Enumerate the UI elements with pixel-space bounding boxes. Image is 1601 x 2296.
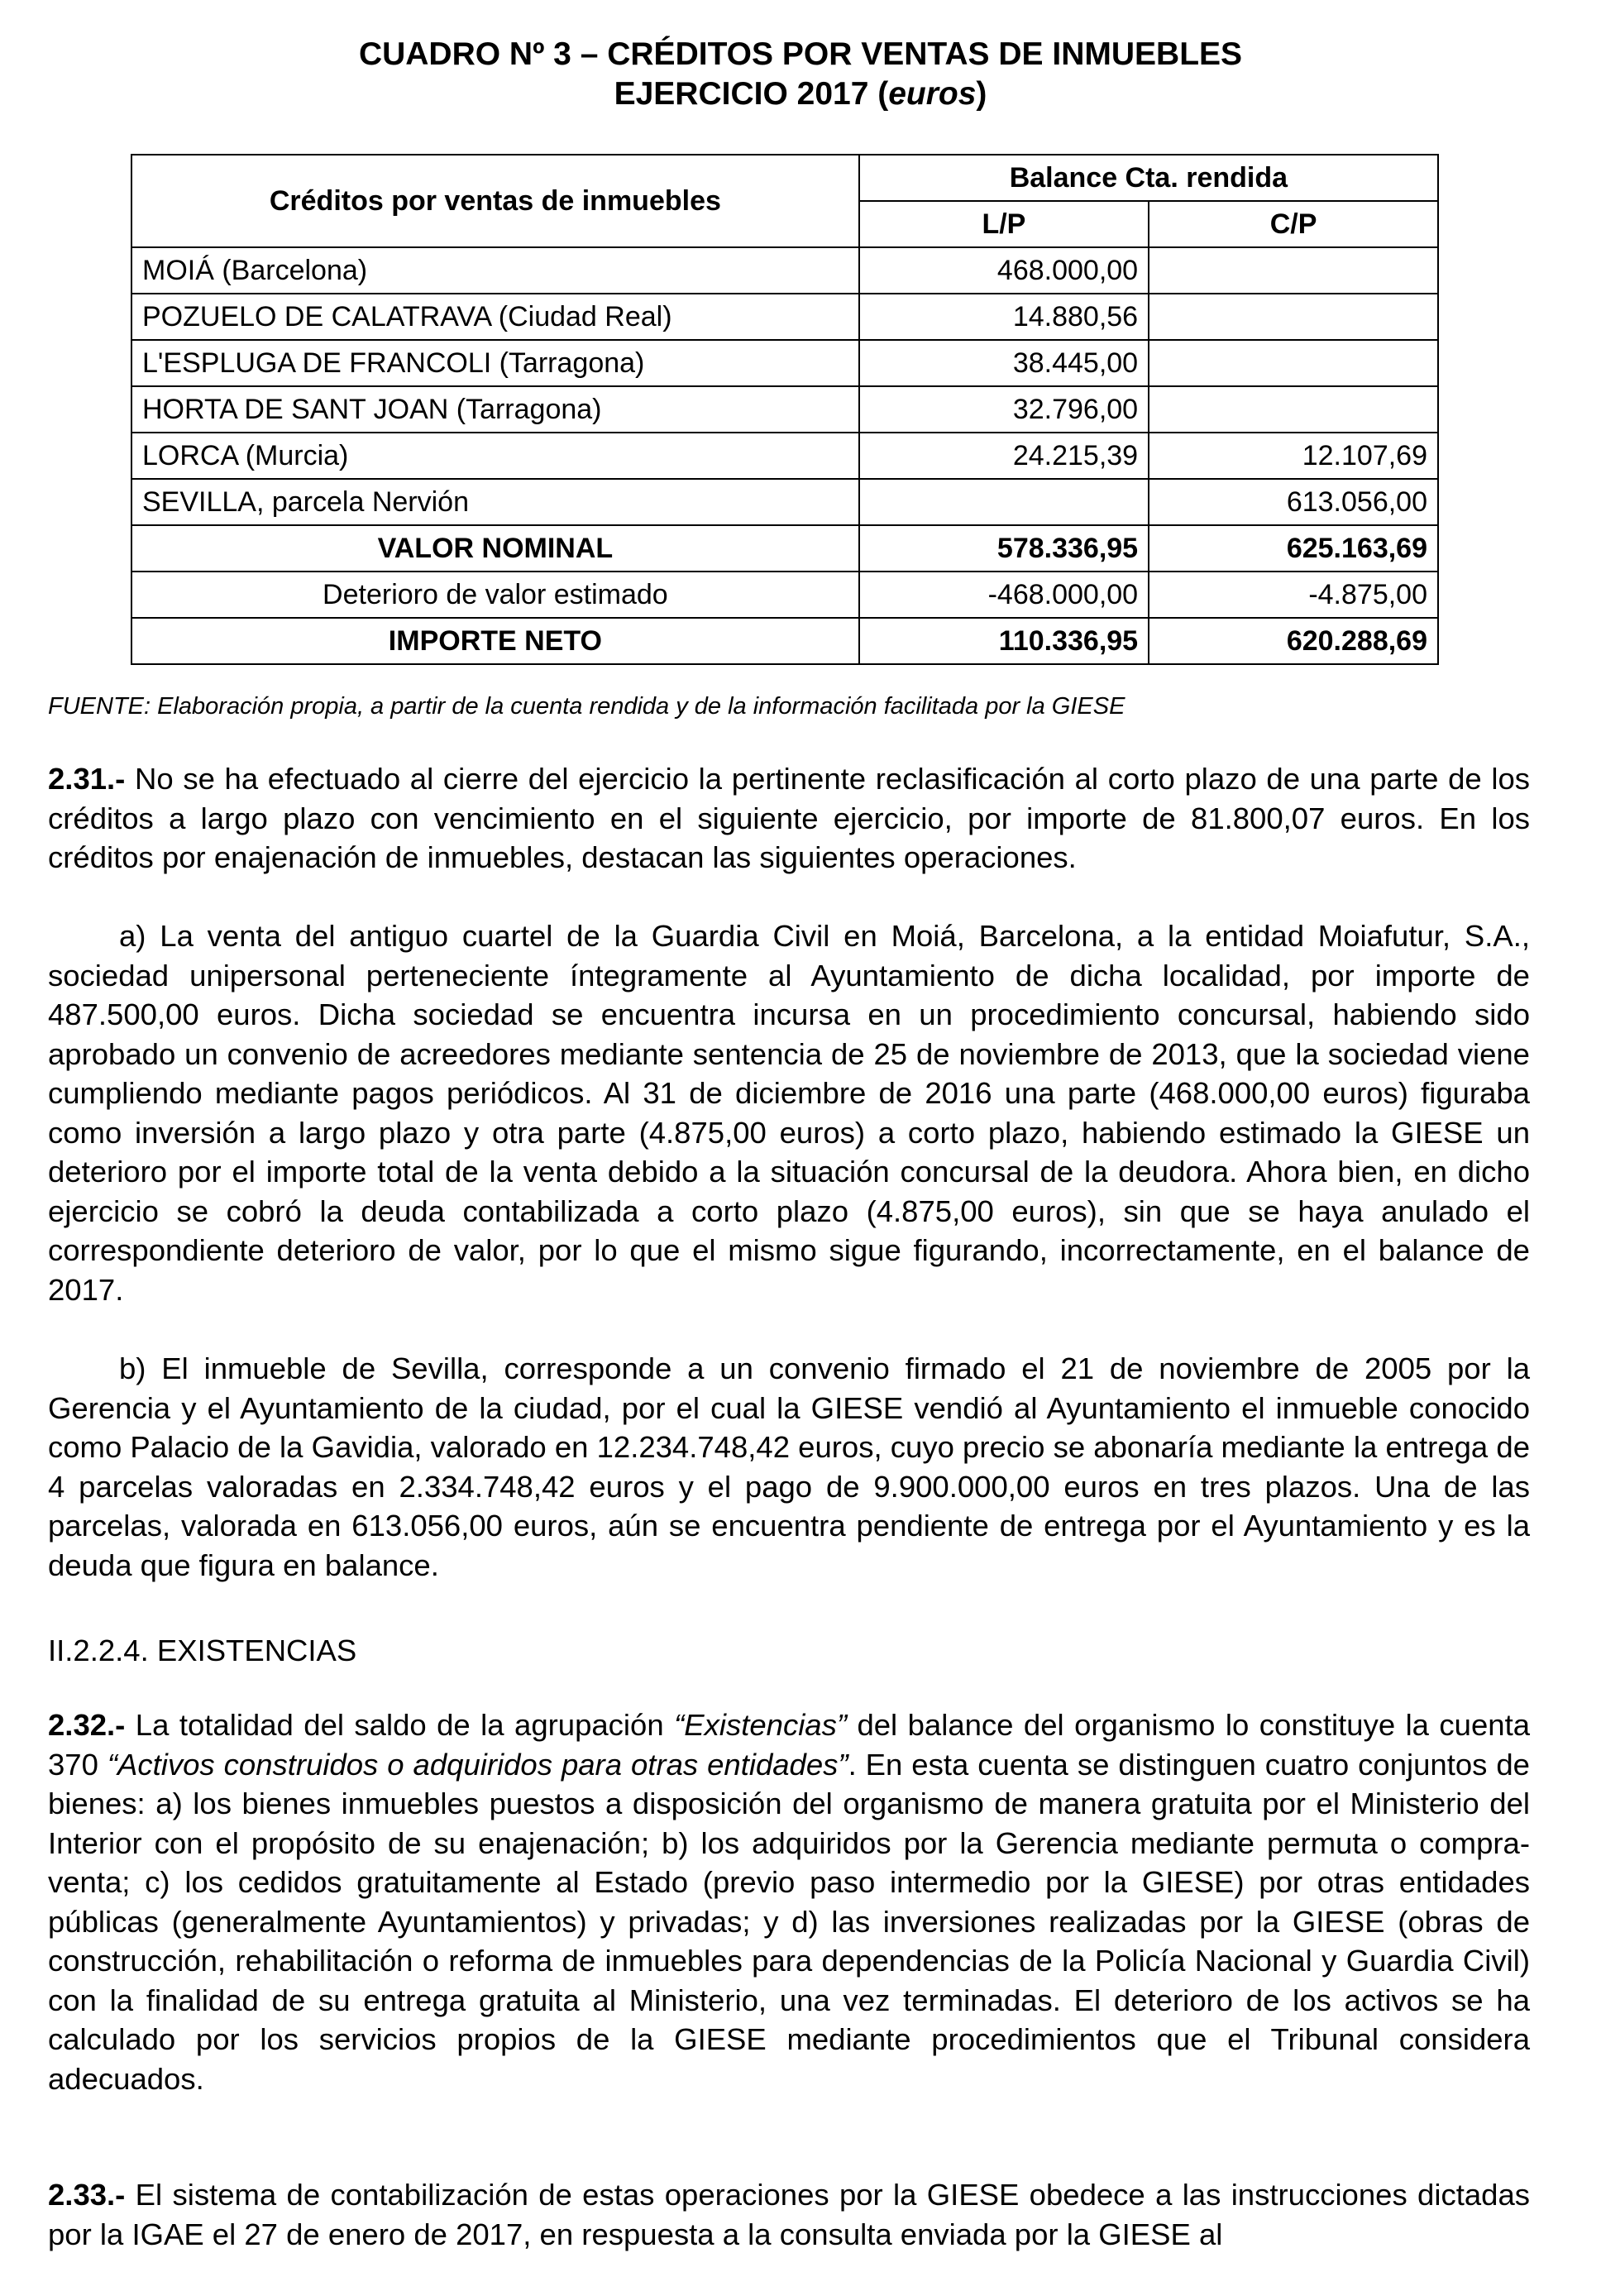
deterioro-row <box>131 572 1438 618</box>
importe-neto-lp: 110.336,95 <box>859 618 1149 664</box>
paragraph-a <box>48 916 1530 1309</box>
row-lp: 32.796,00 <box>859 386 1149 433</box>
deterioro-lp: -468.000,00 <box>859 572 1149 618</box>
row-cp: 613.056,00 <box>1149 479 1438 525</box>
table-source-note: FUENTE: Elaboración propia, a partir de la cuenta rendida y de la información facilitada por la GIESE <box>48 693 1125 720</box>
table-header-row <box>131 155 1438 201</box>
paragraph-text: La totalidad del saldo de la agrupación <box>125 1708 675 1742</box>
row-name: POZUELO DE CALATRAVA (Ciudad Real) <box>131 294 859 340</box>
valor-nominal-lp: 578.336,95 <box>859 525 1149 572</box>
row-lp: 14.880,56 <box>859 294 1149 340</box>
paragraph-text: . En esta cuenta se distinguen cuatro conjuntos de bienes: a) los bienes inmuebles puestos a disposición del organismo de manera gratuita por el Ministerio del Interior con el propósito de su enajenación; b) los adquiridos por la Gerencia mediante permuta o compra-venta; c) los cedidos gratuitamente al Estado (previo paso intermedio por la GIESE) por otras entidades públicas (generalmente Ayuntamientos) y privadas; y d) las inversiones realizadas por la GIESE (obras de construcción, rehabilitación o reforma de inmuebles para dependencias de la Policía Nacional y Guardia Civil) con la finalidad de su entrega gratuita al Ministerio, una vez terminadas. El deterioro de los activos se ha calculado por los servicios propios de la GIESE mediante procedimientos que el Tribunal considera adecuados. <box>48 1747 1530 2096</box>
paragraph-2-32 <box>48 1705 1530 2098</box>
title-line-1: CUADRO Nº 3 – CRÉDITOS POR VENTAS DE INMUEBLES <box>358 36 1243 72</box>
table-row <box>131 433 1438 479</box>
table-title <box>0 35 1601 114</box>
credits-table <box>131 154 1439 665</box>
paragraph-2-33 <box>48 2175 1530 2254</box>
valor-nominal-label: VALOR NOMINAL <box>131 525 859 572</box>
list-marker: a) <box>119 919 146 953</box>
paragraph-text: El sistema de contabilización de estas operaciones por la GIESE obedece a las instrucciones dictadas por la IGAE el 27 de enero de 2017, en respuesta a la consulta enviada por la GIESE al <box>48 2178 1530 2251</box>
list-marker: b) <box>119 1351 146 1385</box>
row-lp: 24.215,39 <box>859 433 1149 479</box>
section-heading: II.2.2.4. EXISTENCIAS <box>48 1634 357 1667</box>
paragraph-text: La venta del antiguo cuartel de la Guardia Civil en Moiá, Barcelona, a la entidad Moiafutur, S.A., sociedad unipersonal perteneciente íntegramente al Ayuntamiento de dicha localidad, por importe de 487.500,00 euros. Dicha sociedad se encuentra incursa en un procedimiento concursal, habiendo sido aprobado un convenio de acreedores mediante sentencia de 25 de noviembre de 2013, que la sociedad viene cumpliendo mediante pagos periódicos. Al 31 de diciembre de 2016 una parte (468.000,00 euros) figuraba como inversión a largo plazo y otra parte (4.875,00 euros) a corto plazo, habiendo estimado la GIESE un deterioro por el importe total de la venta debido a la situación concursal de la deudora. Ahora bien, en dicho ejercicio se cobró la deuda contabilizada a corto plazo (4.875,00 euros), sin que se haya anulado el correspondiente deterioro de valor, por lo que el mismo sigue figurando, incorrectamente, en el balance de 2017. <box>48 919 1530 1307</box>
importe-neto-label: IMPORTE NETO <box>131 618 859 664</box>
paragraph-number: 2.32.- <box>48 1708 126 1742</box>
paragraph-number: 2.33.- <box>48 2178 126 2212</box>
col-header-balance: Balance Cta. rendida <box>859 155 1438 201</box>
row-name: LORCA (Murcia) <box>131 433 859 479</box>
paragraph-2-31 <box>48 759 1530 878</box>
importe-neto-cp: 620.288,69 <box>1149 618 1438 664</box>
col-header-cp: C/P <box>1149 201 1438 247</box>
row-cp: 12.107,69 <box>1149 433 1438 479</box>
paragraph-text: No se ha efectuado al cierre del ejercicio la pertinente reclasificación al corto plazo de una parte de los créditos a largo plazo con vencimiento en el siguiente ejercicio, por importe de 81.800,07 euros. En los créditos por enajenación de inmuebles, destacan las siguientes operaciones. <box>48 762 1530 874</box>
row-lp <box>859 479 1149 525</box>
importe-neto-row <box>131 618 1438 664</box>
row-cp <box>1149 340 1438 386</box>
table-row <box>131 340 1438 386</box>
col-header-lp: L/P <box>859 201 1149 247</box>
valor-nominal-cp: 625.163,69 <box>1149 525 1438 572</box>
table-row <box>131 386 1438 433</box>
paragraph-text: El inmueble de Sevilla, corresponde a un convenio firmado el 21 de noviembre de 2005 por la Gerencia y el Ayuntamiento de la ciudad, por el cual la GIESE vendió al Ayuntamiento el inmueble conocido como Palacio de la Gavidia, valorado en 12.234.748,42 euros, cuyo precio se abonaría mediante la entrega de 4 parcelas valoradas en 2.334.748,42 euros y el pago de 9.900.000,00 euros en tres plazos. Una de las parcelas, valorada en 613.056,00 euros, aún se encuentra pendiente de entrega por el Ayuntamiento y es la deuda que figura en balance. <box>48 1351 1530 1582</box>
valor-nominal-row <box>131 525 1438 572</box>
paragraph-number: 2.31.- <box>48 762 126 796</box>
row-lp: 468.000,00 <box>859 247 1149 294</box>
row-name: HORTA DE SANT JOAN (Tarragona) <box>131 386 859 433</box>
paragraph-b <box>48 1349 1530 1585</box>
emphasis-term: “Activos construidos o adquiridos para otras entidades” <box>107 1747 848 1782</box>
row-lp: 38.445,00 <box>859 340 1149 386</box>
row-cp <box>1149 247 1438 294</box>
table-row <box>131 294 1438 340</box>
paragraph-text: del balance del organismo lo constituye la cuenta 370 <box>48 1708 1531 1782</box>
row-name: MOIÁ (Barcelona) <box>131 247 859 294</box>
table-row <box>131 247 1438 294</box>
col-header-name: Créditos por ventas de inmuebles <box>131 155 859 247</box>
row-cp <box>1149 386 1438 433</box>
table-row <box>131 479 1438 525</box>
row-name: L'ESPLUGA DE FRANCOLI (Tarragona) <box>131 340 859 386</box>
row-name: SEVILLA, parcela Nervión <box>131 479 859 525</box>
title-line-2: EJERCICIO 2017 (euros) <box>614 76 987 112</box>
emphasis-term: “Existencias” <box>674 1708 848 1742</box>
deterioro-cp: -4.875,00 <box>1149 572 1438 618</box>
deterioro-label: Deterioro de valor estimado <box>131 572 859 618</box>
row-cp <box>1149 294 1438 340</box>
